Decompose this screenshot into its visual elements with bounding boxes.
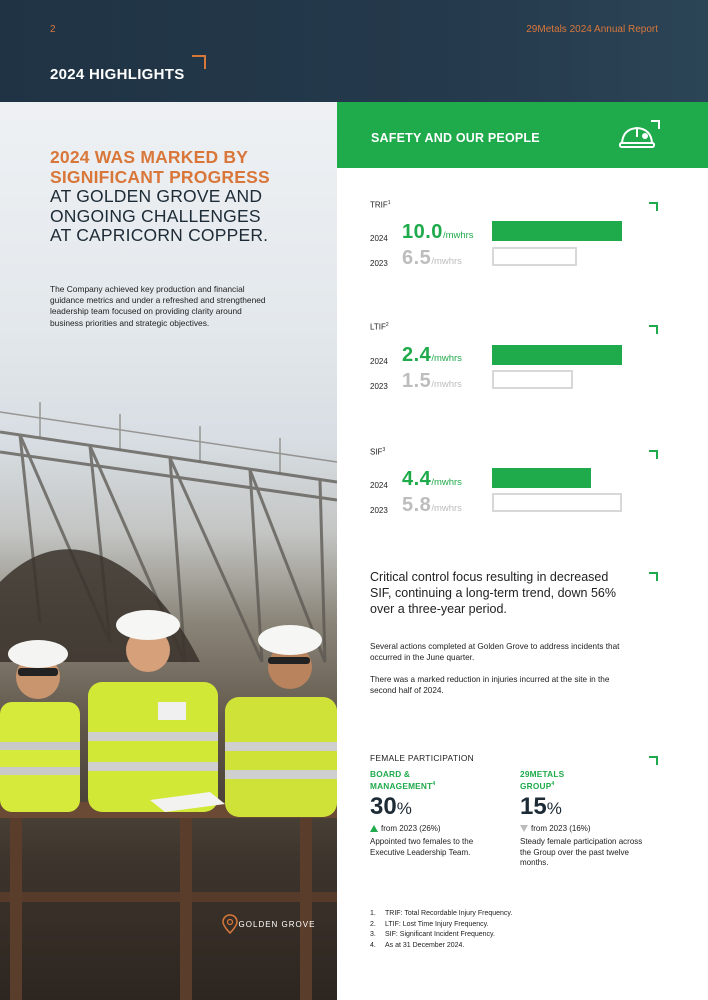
year-current: 2024 xyxy=(370,481,388,490)
footnote: 4. As at 31 December 2024. xyxy=(370,941,465,949)
page-number: 2 xyxy=(50,24,56,35)
year-previous: 2023 xyxy=(370,506,388,515)
corner-bracket-icon xyxy=(649,202,658,211)
corner-bracket-icon xyxy=(649,325,658,334)
hard-hat-icon xyxy=(619,119,661,153)
photo-panel xyxy=(0,102,337,1000)
headline-line: ONGOING CHALLENGES xyxy=(50,205,261,226)
intro-paragraph: The Company achieved key production and financial guidance metrics and under a refreshed and strengthened leadership team focused on providing clarity around business priorities and strategic objectives. xyxy=(50,284,266,328)
arrow-down-icon xyxy=(520,825,528,832)
arrow-up-icon xyxy=(370,825,378,832)
critical-control-statement: Critical control focus resulting in decreased SIF, continuing a long-term trend, down 56% over a three-year period. xyxy=(370,570,616,616)
corner-bracket-icon xyxy=(649,450,658,459)
board-management-title: BOARD & MANAGEMENT$^4$ xyxy=(370,769,436,791)
headline-line: AT CAPRICORN COPPER. xyxy=(50,225,269,245)
location-pin-icon xyxy=(222,914,238,934)
value-current: 10.0/mwhrs xyxy=(402,221,474,243)
year-previous: 2023 xyxy=(370,259,388,268)
metric-label-trif: TRIF$^1$ xyxy=(370,200,391,210)
year-current: 2024 xyxy=(370,234,388,243)
year-previous: 2023 xyxy=(370,382,388,391)
board-description: Appointed two females to the Executive Leadership Team. xyxy=(370,837,474,857)
value-previous: 6.5/mwhrs xyxy=(402,247,462,269)
section-title: 2024 HIGHLIGHTS xyxy=(50,66,185,83)
bar-previous xyxy=(492,370,573,389)
group-title: 29METALS GROUP$^4$ xyxy=(520,769,565,791)
year-current: 2024 xyxy=(370,357,388,366)
footnote: 3. SIF: Significant Incident Frequency. xyxy=(370,931,495,938)
safety-title: SAFETY AND OUR PEOPLE xyxy=(371,131,540,145)
logo-text: GOLDEN GROVE xyxy=(238,920,316,929)
safety-band xyxy=(337,102,708,168)
board-value: 30% xyxy=(370,793,412,820)
headline-line: AT GOLDEN GROVE AND xyxy=(50,186,263,206)
group-description: Steady female participation across the Group over the past twelve months. xyxy=(520,837,643,867)
metric-label-ltif: LTIF$^2$ xyxy=(370,322,389,332)
golden-grove-logo xyxy=(222,914,332,932)
bar-previous xyxy=(492,247,577,266)
bar-current xyxy=(492,468,591,488)
corner-bracket-icon xyxy=(192,55,206,69)
paragraph: There was a marked reduction in injuries incurred at the site in the second half of 2024. xyxy=(370,675,610,695)
bar-current xyxy=(492,221,622,241)
female-participation-title: FEMALE PARTICIPATION xyxy=(370,753,475,763)
metric-label-sif: SIF$^3$ xyxy=(370,447,386,457)
footnote: 1. TRIF: Total Recordable Injury Frequency. xyxy=(370,910,513,917)
bar-previous xyxy=(492,493,622,512)
group-value: 15% xyxy=(520,793,562,820)
headline-line: SIGNIFICANT PROGRESS xyxy=(50,166,270,187)
corner-bracket-icon xyxy=(649,572,658,581)
value-current: 2.4/mwhrs xyxy=(402,344,462,366)
paragraph: Several actions completed at Golden Grove to address incidents that occurred in the June quarter. xyxy=(370,642,620,662)
headline xyxy=(50,148,320,246)
group-change: from 2023 (16%) xyxy=(520,824,591,833)
footnotes xyxy=(370,909,512,951)
bar-current xyxy=(492,345,622,365)
value-previous: 5.8/mwhrs xyxy=(402,494,462,516)
value-previous: 1.5/mwhrs xyxy=(402,370,462,392)
corner-bracket-icon xyxy=(649,756,658,765)
headline-line: 2024 WAS MARKED BY xyxy=(50,147,249,167)
footnote: 2. LTIF: Lost Time Injury Frequency. xyxy=(370,920,489,928)
report-title: 29Metals 2024 Annual Report xyxy=(526,24,658,35)
value-current: 4.4/mwhrs xyxy=(402,468,462,490)
page-header xyxy=(0,0,708,102)
board-change: from 2023 (26%) xyxy=(370,824,441,833)
